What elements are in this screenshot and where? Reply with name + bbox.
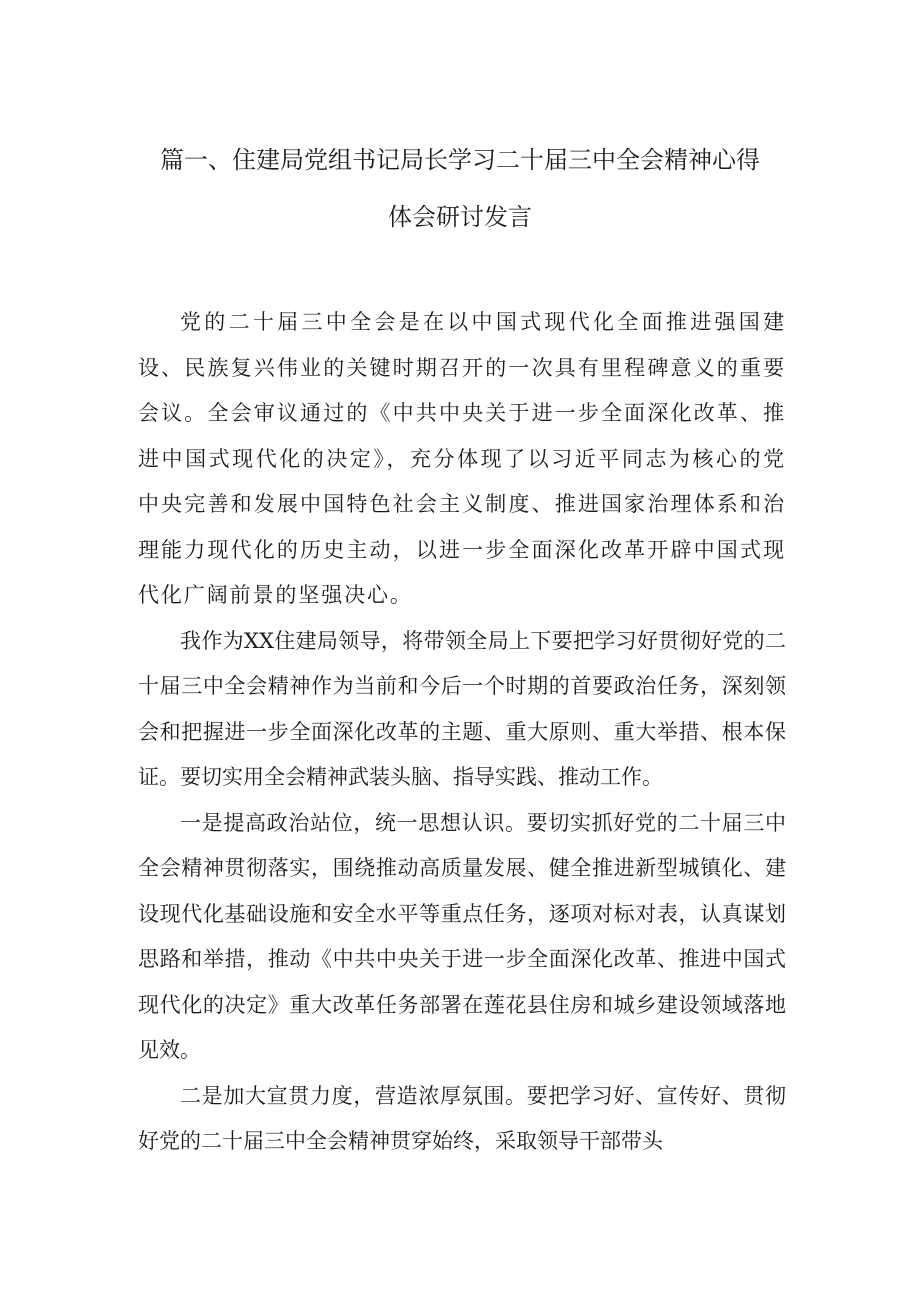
document-title-line-1: 篇一、住建局党组书记局长学习二十届三中全会精神心得 (160, 146, 760, 174)
document-body (138, 300, 786, 1165)
paragraph-2: 我作为XX住建局领导，将带领全局上下要把学习好贯彻好党的二十届三中全会精神作为当前和今后一个时期的首要政治任务，深刻领会和把握进一步全面深化改革的主题、重大原则、重大举措、根本保证。要切实用全会精神武装头脑、指导实践、推动工作。 (138, 628, 786, 789)
paragraph-1: 党的二十届三中全会是在以中国式现代化全面推进强国建设、民族复兴伟业的关键时期召开的一次具有里程碑意义的重要会议。全会审议通过的《中共中央关于进一步全面深化改革、推进中国式现代化的决定》，充分体现了以习近平同志为核心的党中央完善和发展中国特色社会主义制度、推进国家治理体系和治理能力现代化的历史主动，以进一步全面深化改革开辟中国式现代化广阔前景的坚强决心。 (138, 310, 786, 607)
paragraph-4: 二是加大宣贯力度，营造浓厚氛围。要把学习好、宣传好、贯彻好党的二十届三中全会精神贯穿始终，采取领导干部带头 (138, 1083, 786, 1153)
paragraph-3: 一是提高政治站位，统一思想认识。要切实抓好党的二十届三中全会精神贯彻落实，围绕推动高质量发展、健全推进新型城镇化、建设现代化基础设施和安全水平等重点任务，逐项对标对表，认真谋划思路和举措，推动《中共中央关于进一步全面深化改革、推进中国式现代化的决定》重大改革任务部署在莲花县住房和城乡建设领域落地见效。 (138, 810, 786, 1062)
document-title-line-2: 体会研讨发言 (388, 203, 532, 231)
